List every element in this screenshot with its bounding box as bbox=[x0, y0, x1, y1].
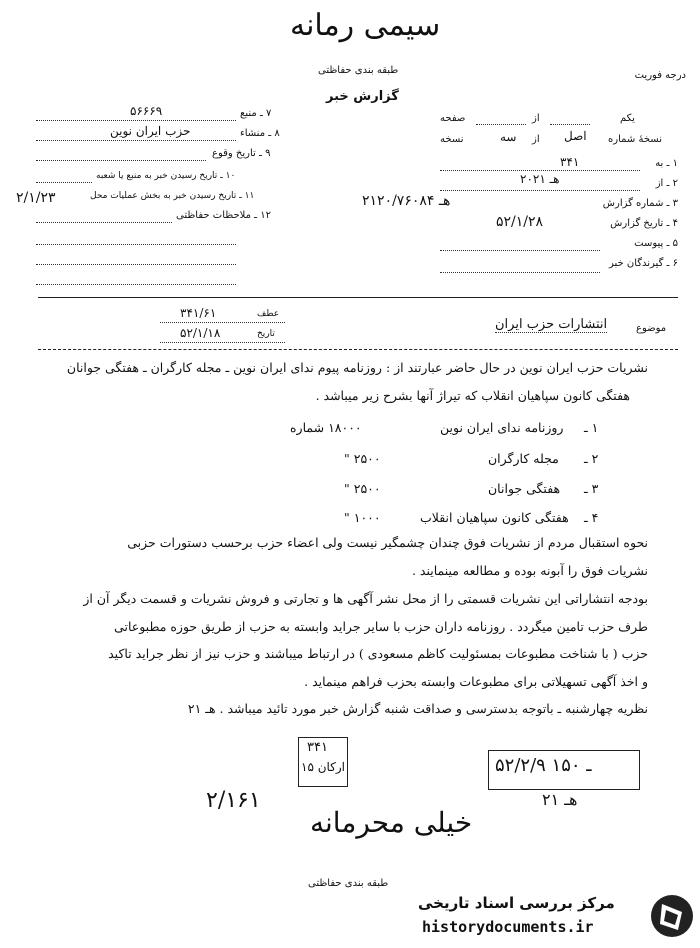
item-name: روزنامه ندای ایران نوین bbox=[440, 420, 564, 435]
copy-total: سه bbox=[500, 130, 517, 144]
item-number: ۱ ـ bbox=[584, 420, 599, 435]
copy-of: از bbox=[532, 134, 540, 145]
ref-label-1: عطف bbox=[257, 309, 280, 319]
registry-stamp-sub: ۲۱ هـ bbox=[542, 790, 578, 809]
ref-value-2: ۵۲/۱/۱۸ bbox=[180, 326, 221, 340]
body-line-7: حزب ( با شناخت مطبوعات بمسئولیت کاظم مسعودی ) در ارتباط میباشند و حزب نیز از نظر جراید تاکید bbox=[108, 646, 648, 661]
subject-value: انتشارات حزب ایران bbox=[495, 317, 608, 332]
field-9-label: ۹ ـ تاریخ وقوع bbox=[212, 148, 271, 159]
field-2-label: ۲ ـ از bbox=[655, 178, 678, 189]
item-name: مجله کارگران bbox=[488, 451, 559, 466]
field-6-label: ۶ ـ گیرندگان خبر bbox=[608, 258, 678, 269]
registry-stamp-number: ۳۴۱ bbox=[307, 740, 328, 755]
field-5-label: ۵ ـ پیوست bbox=[634, 238, 678, 249]
body-line-8: و اخذ آگهی تسهیلاتی برای مطبوعات وابسته بحزب فراهم مینماید . bbox=[304, 674, 648, 689]
item-name: هفتگی جوانان bbox=[488, 481, 561, 496]
field-1-label: ۱ ـ به bbox=[655, 158, 678, 169]
page-value: یکم bbox=[620, 113, 635, 124]
body-line-5: بودجه انتشاراتی این نشریات قسمتی را از محل نشر آگهی ها و تجارتی و فروش نشریات و قسمت دیگر آن از bbox=[83, 591, 648, 606]
copy-value: اصل bbox=[564, 129, 587, 143]
archive-logo bbox=[410, 888, 698, 948]
field-4-label: ۴ ـ تاریخ گزارش bbox=[610, 218, 678, 229]
registry-stamp-right bbox=[488, 750, 640, 790]
copy-unit: نسخه bbox=[440, 134, 464, 145]
field-11-label: ۱۱ ـ تاریخ رسیدن خبر به بخش عملیات محل bbox=[90, 191, 255, 201]
classification-label-top: طبقه بندی حفاظتی bbox=[318, 65, 399, 76]
item-number: ۲ ـ bbox=[584, 451, 599, 466]
item-count: ۱۰۰۰ " bbox=[344, 510, 381, 525]
item-number: ۴ ـ bbox=[584, 510, 599, 525]
field-7-label: ۷ ـ منبع bbox=[240, 108, 272, 119]
subject-label: موضوع bbox=[636, 323, 667, 334]
field-8-label: ۸ ـ منشاء bbox=[240, 128, 280, 139]
report-title: گزارش خبر bbox=[326, 89, 399, 104]
urgency-label: درجه فوریت bbox=[634, 70, 686, 81]
subject-divider bbox=[38, 349, 678, 350]
item-count: ۲۵۰۰ " bbox=[344, 451, 381, 466]
top-classification-stamp: سیمی رمانه bbox=[290, 8, 441, 43]
logo-url: historydocuments.ir bbox=[422, 918, 594, 936]
classification-label-bottom: طبقه بندی حفاظتی bbox=[308, 878, 389, 889]
item-name: هفتگی کانون سپاهیان انقلاب bbox=[420, 510, 569, 525]
handwritten-classification: خیلی محرمانه bbox=[310, 806, 473, 839]
ref-value-1: ۳۴۱/۶۱ bbox=[180, 306, 217, 320]
field-12-label: ۱۲ ـ ملاحظات حفاظتی bbox=[176, 210, 271, 221]
field-7-value: ۵۶۶۶۹ bbox=[130, 104, 163, 118]
page-of: از bbox=[532, 113, 540, 124]
field-4-value: ۵۲/۱/۲۸ bbox=[496, 214, 544, 230]
registry-stamp-date: ۵۲/۲/۹ ۱۵۰ ـ bbox=[495, 755, 592, 776]
archive-logo-icon bbox=[648, 890, 696, 942]
header-divider bbox=[38, 297, 678, 298]
body-line-3: نحوه استقبال مردم از نشریات فوق چندان چشمگیر نیست ولی اعضاء حزب برحسب دستورات حزبی bbox=[127, 535, 648, 550]
body-line-1: نشریات حزب ایران نوین در حال حاضر عبارتند از : روزنامه پیوم ندای ایران نوین ـ مجله کارگران ـ هفتگی جوانان bbox=[66, 360, 648, 375]
field-8-value: حزب ایران نوین bbox=[110, 124, 191, 138]
registry-stamp-left bbox=[298, 737, 348, 787]
handwritten-number: ۲/۱۶۱ bbox=[206, 788, 261, 813]
item-count: ۲۵۰۰ " bbox=[344, 481, 381, 496]
logo-title: مرکز بررسی اسناد تاریخی bbox=[418, 894, 615, 912]
body-line-6: طرف حزب تامین میگردد . روزنامه داران حزب با سایر جراید وابسته به حزب از طریق حوزه مطبوعاتی bbox=[114, 619, 648, 634]
ref-label-2: تاریخ bbox=[257, 329, 275, 339]
field-3-label: ۳ ـ شماره گزارش bbox=[602, 198, 678, 209]
field-11-value: ۲/۱/۲۳ bbox=[16, 190, 56, 206]
item-number: ۳ ـ bbox=[584, 481, 599, 496]
body-line-4: نشریات فوق را آبونه بوده و مطالعه مینمایند . bbox=[411, 563, 648, 578]
field-3-value: ۲۱هـ ۲۰/۷۶۰۸۴ bbox=[362, 193, 451, 209]
field-2-value: ۲۰هـ ۲۱ bbox=[520, 172, 560, 186]
body-line-2: هفتگی کانون سپاهیان انقلاب که تیراژ آنها بشرح زیر میباشد . bbox=[315, 388, 630, 403]
field-10-label: ۱۰ ـ تاریخ رسیدن خبر به منبع یا شعبه bbox=[96, 171, 236, 181]
opinion-line: نظریه چهارشنبه ـ باتوجه بدسترسی و صداقت شنبه گزارش خبر مورد تائید میباشد . هـ ۲۱ bbox=[187, 701, 648, 716]
item-count: ۱۸۰۰۰ شماره bbox=[290, 420, 362, 435]
registry-stamp-text: ارکان ۱۵ bbox=[301, 760, 346, 774]
field-1-value: ۳۴۱ bbox=[560, 155, 580, 169]
page-label: صفحه bbox=[440, 113, 466, 124]
copy-label: نسخهٔ شماره bbox=[608, 134, 662, 145]
